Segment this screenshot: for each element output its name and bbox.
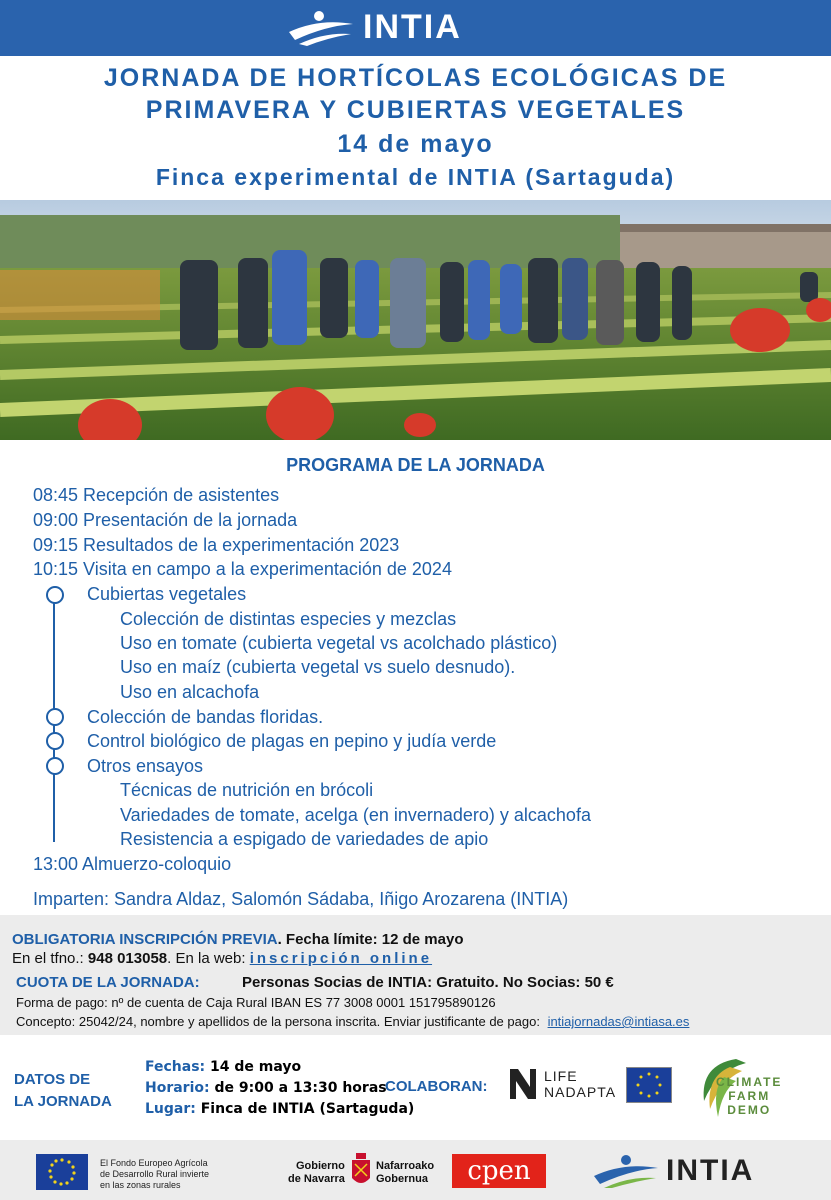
program-subitem: Variedades de tomate, acelga (en invernadero) y alcachofa (120, 805, 591, 825)
navarra-shield-icon (350, 1152, 372, 1188)
eu-life-logo (626, 1067, 672, 1103)
gov-line: Gobierno (295, 1160, 345, 1172)
web-prefix: . En la web: (167, 950, 250, 967)
time-value: de 9:00 a 13:30 horas (214, 1080, 387, 1096)
payment-info: Forma de pago: nº de cuenta de Caja Rural IBAN ES 77 3008 0001 151795890126 (16, 995, 496, 1010)
program-item: 10:15 Visita en campo a la experimentación de 2024 (33, 559, 452, 579)
program-item: 08:45 Recepción de asistentes (33, 485, 280, 505)
online-registration-link[interactable]: inscripción online (249, 950, 433, 967)
eu-flag-icon (36, 1154, 88, 1190)
registration-deadline: . Fecha límite: 12 de mayo (277, 931, 464, 948)
intia-footer-logo (590, 1154, 754, 1188)
fee-label: CUOTA DE LA JORNADA: (16, 974, 200, 991)
demo-text: DEMO (727, 1103, 772, 1117)
registration-panel (0, 915, 831, 1035)
gov-line: Nafarroako (376, 1160, 435, 1172)
collaborators-label: COLABORAN: (385, 1078, 488, 1095)
phone-number: 948 013058 (87, 950, 168, 967)
intia-logo-text: INTIA (363, 8, 462, 46)
registration-required-line (12, 931, 463, 948)
event-date: 14 de mayo (337, 130, 494, 158)
event-location: Finca experimental de INTIA (Sartaguda) (155, 164, 676, 190)
nafarroako-gobernua-text (376, 1160, 434, 1186)
eu-stars-icon (627, 1068, 671, 1102)
program-subitem: Resistencia a espigado de variedades de apio (120, 829, 489, 849)
program-heading: PROGRAMA DE LA JORNADA (286, 455, 545, 475)
payment-concept-line (16, 1014, 689, 1029)
feader-text (100, 1158, 209, 1191)
registration-contact-line (12, 950, 432, 967)
feader-line: El Fondo Europeo Agrícola (100, 1158, 208, 1168)
intia-footer-swoosh-icon (590, 1154, 660, 1188)
details-label-line: LA JORNADA (14, 1093, 112, 1110)
program-subitem: Técnicas de nutrición en brócoli (120, 780, 374, 800)
program-speakers: Imparten: Sandra Aldaz, Salomón Sádaba, Iñigo Arozarena (INTIA) (33, 889, 569, 909)
payment-concept: Concepto: 25042/24, nombre y apellidos de la persona inscrita. Enviar justificante de pago: (16, 1014, 540, 1029)
details-label-line: DATOS DE (14, 1071, 91, 1088)
program-subitem: Control biológico de plagas en pepino y judía verde (87, 731, 497, 751)
program-subitem: Colección de distintas especies y mezclas (120, 609, 457, 629)
header-bar (0, 0, 831, 56)
timeline-dot (46, 586, 64, 604)
timeline-dot (46, 732, 64, 750)
program-subitem: Uso en alcachofa (120, 682, 260, 702)
dates-value: 14 de mayo (210, 1059, 302, 1075)
gov-line: Gobernua (376, 1173, 428, 1185)
program-item: 09:15 Resultados de la experimentación 2023 (33, 535, 400, 555)
place-label: Lugar: (145, 1101, 196, 1117)
intia-logo (285, 8, 462, 47)
program-lunch: 13:00 Almuerzo-coloquio (33, 854, 232, 874)
farm-text: FARM (728, 1089, 771, 1103)
climate-text: CLIMATE (716, 1075, 783, 1089)
timeline-dot (46, 757, 64, 775)
program-subitem: Cubiertas vegetales (87, 584, 247, 604)
time-label: Horario: (145, 1080, 210, 1096)
cpen-logo: cpen (452, 1154, 546, 1188)
email-link[interactable]: intiajornadas@intiasa.es (547, 1014, 690, 1029)
place-value: Finca de INTIA (Sartaguda) (200, 1101, 415, 1117)
dates-label: Fechas: (145, 1059, 206, 1075)
details-label (14, 1069, 112, 1113)
nadapta-text: NADAPTA (544, 1084, 617, 1100)
life-text: LIFE (544, 1068, 578, 1084)
fee-text: Personas Socias de INTIA: Gratuito. No Socias: 50 € (242, 974, 614, 991)
title-line-2: PRIMAVERA Y CUBIERTAS VEGETALES (145, 96, 686, 124)
registration-required: OBLIGATORIA INSCRIPCIÓN PREVIA (12, 931, 278, 948)
feader-line: en las zonas rurales (100, 1180, 181, 1190)
phone-prefix: En el tfno.: (12, 950, 88, 967)
nadapta-n-icon (508, 1067, 538, 1101)
program-subitem: Otros ensayos (87, 756, 204, 776)
field-photo (0, 200, 831, 440)
program-subitem: Colección de bandas floridas. (87, 707, 324, 727)
program-subitem: Uso en tomate (cubierta vegetal vs acolchado plástico) (120, 633, 558, 653)
feader-line: de Desarrollo Rural invierte (100, 1169, 210, 1179)
footer-logos (0, 1140, 831, 1200)
title-line-1: JORNADA DE HORTÍCOLAS ECOLÓGICAS DE (103, 64, 728, 92)
gov-line: de Navarra (288, 1173, 345, 1185)
program-item: 09:00 Presentación de la jornada (33, 510, 298, 530)
life-nadapta-logo (508, 1067, 616, 1101)
intia-footer-text: INTIA (666, 1154, 755, 1187)
gobierno-navarra-text (288, 1160, 345, 1186)
details-values (145, 1057, 414, 1120)
event-details (0, 1043, 831, 1135)
timeline-dot (46, 708, 64, 726)
intia-swoosh-icon (285, 10, 355, 46)
program-subitem: Uso en maíz (cubierta vegetal vs suelo desnudo). (120, 657, 516, 677)
eu-flag-logo (36, 1154, 88, 1190)
climate-farm-demo-logo (696, 1055, 796, 1131)
